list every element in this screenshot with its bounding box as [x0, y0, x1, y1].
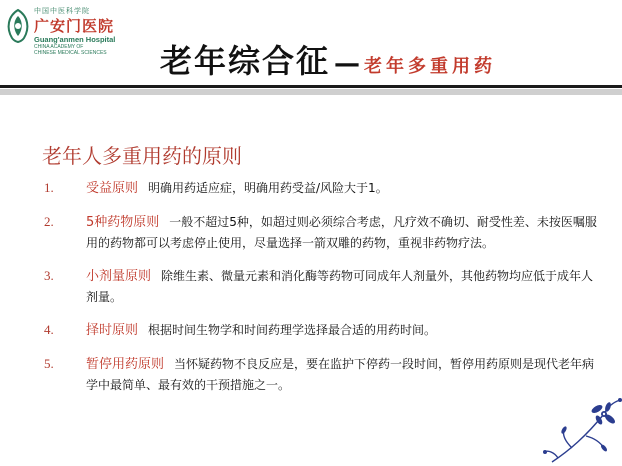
principle-name: 择时原则 — [86, 323, 139, 338]
principle-name: 受益原则 — [86, 181, 139, 196]
principle-name: 暂停用药原则 — [86, 357, 165, 372]
logo-academy-en — [34, 44, 107, 56]
logo-academy-line-2: CHINESE MEDICAL SCIENCES — [34, 50, 107, 56]
section-title: 老年人多重用药的原则 — [42, 144, 242, 168]
slide-header-title — [160, 36, 496, 82]
flower-ornament-icon — [542, 390, 622, 466]
hospital-emblem-icon — [4, 8, 32, 44]
logo-hospital-en: Guang'anmen Hospital — [34, 35, 116, 44]
principle-text: 一般不超过5种，如超过则必须综合考虑，凡疗效不确切、耐受性差、未按医嘱服用的药物都可以考虑停止使用，尽量选择一箭双雕的药物，重视非药物疗法。 — [86, 215, 597, 250]
logo-org-cn: 中国中医科学院 — [34, 7, 90, 15]
principle-list — [44, 178, 604, 408]
principle-text: 除维生素、微量元素和消化酶等药物可同成年人剂量外，其他药物均应低于成年人剂量。 — [86, 269, 594, 304]
principle-number: 5. — [44, 356, 54, 371]
hospital-logo — [4, 2, 134, 66]
principle-text: 根据时间生物学和时间药理学选择最合适的用药时间。 — [148, 323, 437, 337]
principle-text: 明确用药适应症，明确用药受益/风险大于1。 — [148, 181, 388, 195]
principle-text: 当怀疑药物不良反应是，要在监护下停药一段时间，暂停用药原则是现代老年病学中最简单、最有效的干预措施之一。 — [86, 357, 595, 392]
principle-name: 5种药物原则 — [86, 215, 160, 230]
principle-item — [44, 354, 604, 395]
header-divider-light — [0, 89, 622, 95]
principle-item — [44, 320, 604, 341]
principle-item — [44, 266, 604, 307]
logo-hospital-cn: 广安门医院 — [34, 17, 115, 35]
principle-name: 小剂量原则 — [86, 269, 152, 284]
page-title: 老年综合征 — [160, 42, 331, 80]
title-dash: — — [334, 49, 361, 79]
principle-number: 1. — [44, 180, 54, 195]
principle-number: 2. — [44, 214, 54, 229]
page-subtitle: 老年多重用药 — [364, 56, 497, 77]
principle-item — [44, 212, 604, 253]
principle-number: 3. — [44, 268, 54, 283]
principle-number: 4. — [44, 322, 54, 337]
header-divider-dark — [0, 85, 622, 88]
logo-academy-line-1: CHINA ACADEMY OF — [34, 44, 84, 50]
principle-item — [44, 178, 604, 199]
